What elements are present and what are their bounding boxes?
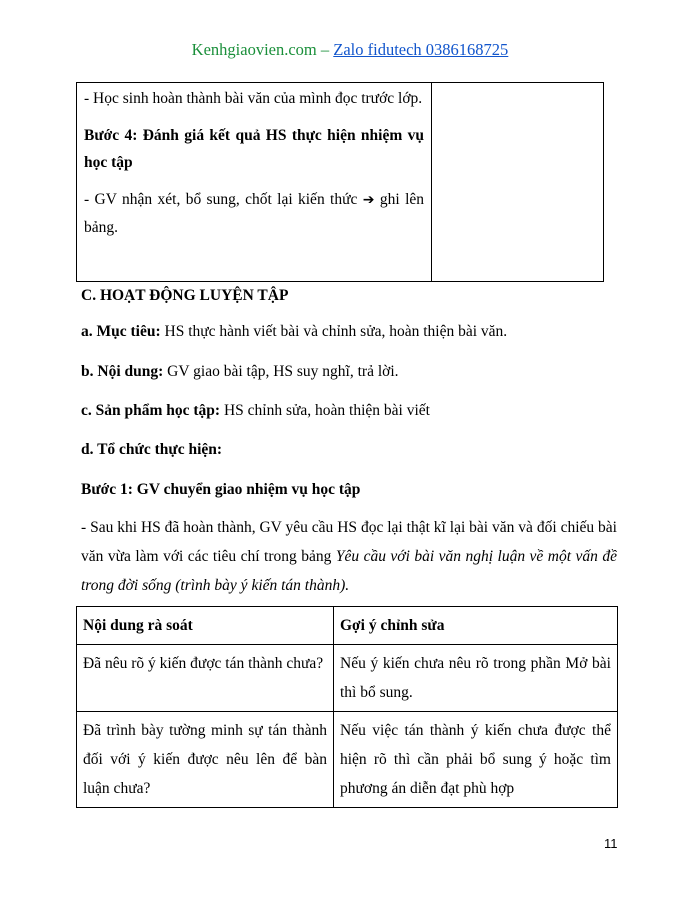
goal-text: HS thực hành viết bài và chỉnh sửa, hoàn thiện bài văn. (160, 323, 508, 340)
site-name: Kenhgiaovien.com (191, 40, 317, 59)
step1-italic-text: Yêu cầu với bài văn nghị luận về một vấn đề trong đời sống (trình bày ý kiến tán thành). (81, 548, 617, 594)
header-separator: – (320, 40, 330, 59)
review-table (76, 606, 618, 808)
comment-before-arrow: - GV nhận xét, bổ sung, chốt lại kiến thức (84, 191, 358, 208)
content-line (81, 363, 399, 381)
arrow-right-icon: ➔ (362, 192, 375, 208)
table-header-row (77, 607, 618, 645)
page-header (0, 40, 700, 60)
table-row (77, 645, 618, 712)
content-label: b. Nội dung: (81, 363, 164, 380)
goal-line (81, 323, 507, 341)
table-cell: Nếu việc tán thành ý kiến chưa được thể hiện rõ thì cần phải bổ sung ý hoặc tìm phương án diễn đạt phù hợp (334, 712, 618, 808)
step1-text: - Sau khi HS đã hoàn thành, GV yêu cầu HS đọc lại thật kĩ lại bài văn và đối chiếu bài văn vừa làm với các tiêu chí trong bảng (81, 519, 617, 565)
step1-paragraph (81, 513, 617, 600)
table-cell: Đã nêu rõ ý kiến được tán thành chưa? (77, 645, 334, 712)
activity-cell (84, 85, 424, 241)
content-text: GV giao bài tập, HS suy nghĩ, trả lời. (163, 363, 399, 380)
product-text: HS chỉnh sửa, hoàn thiện bài viết (220, 402, 430, 419)
goal-label: a. Mục tiêu: (81, 323, 161, 340)
page-number: 11 (604, 836, 618, 851)
step1-title: Bước 1: GV chuyển giao nhiệm vụ học tập (81, 481, 361, 498)
contact-link[interactable]: Zalo fidutech 0386168725 (333, 40, 509, 59)
header-edit-suggestion: Gợi ý chỉnh sửa (334, 607, 618, 645)
section-heading: C. HOẠT ĐỘNG LUYỆN TẬP (81, 287, 289, 304)
column-divider (431, 83, 432, 281)
continued-activity-table (76, 82, 604, 282)
student-present-text: - Học sinh hoàn thành bài văn của mình đọc trước lớp. (84, 90, 423, 107)
organization-label: d. Tổ chức thực hiện: (81, 441, 223, 458)
table-row (77, 712, 618, 808)
product-line (81, 402, 430, 420)
table-cell: Đã trình bày tường minh sự tán thành đối với ý kiến được nêu lên để bàn luận chưa? (77, 712, 334, 808)
step4-title: Bước 4: Đánh giá kết quả HS thực hiện nhiệm vụ học tập (84, 127, 424, 171)
table-cell: Nếu ý kiến chưa nêu rõ trong phần Mở bài thì bổ sung. (334, 645, 618, 712)
teacher-comment-text (84, 186, 424, 241)
product-label: c. Sản phẩm học tập: (81, 402, 221, 419)
header-review-content: Nội dung rà soát (77, 607, 334, 645)
comment-after-arrow: ghi lên bảng. (84, 191, 425, 236)
